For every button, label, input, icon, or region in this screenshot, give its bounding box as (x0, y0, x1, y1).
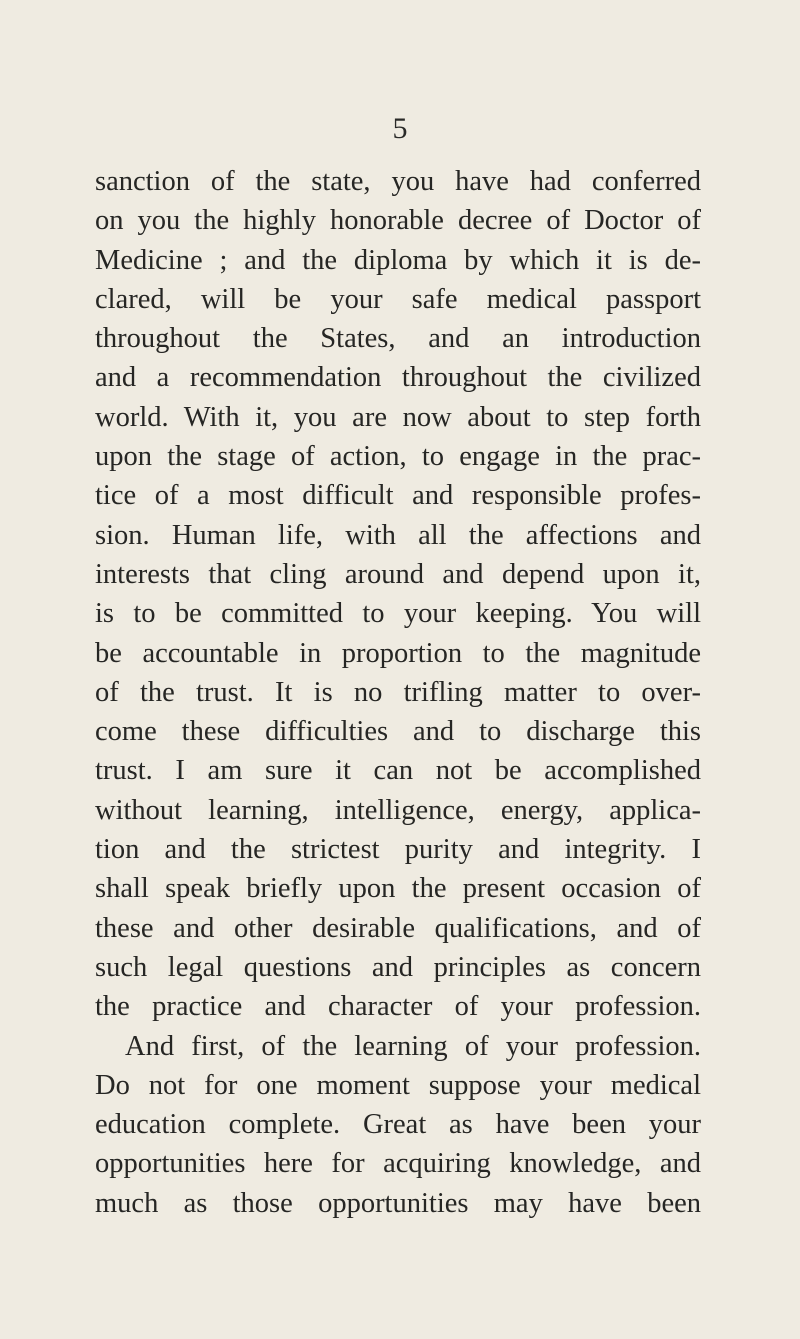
text-line: sanction of the state, you have had conferred (95, 166, 701, 197)
text-line: world. With it, you are now about to step forth (95, 401, 701, 433)
text-line: tion and the strictest purity and integrity. I (95, 834, 701, 866)
text-line: be accountable in proportion to the magnitude (95, 637, 701, 669)
text-line: these and other desirable qualifications, and of (95, 912, 701, 944)
text-line: on you the highly honorable decree of Doctor of (95, 205, 701, 237)
text-line: shall speak briefly upon the present occasion of (95, 873, 701, 905)
text-line: is to be committed to your keeping. You will (95, 598, 701, 630)
text-line: upon the stage of action, to engage in the prac- (95, 441, 701, 473)
text-line: sion. Human life, with all the affections and (95, 519, 701, 551)
text-line: opportunities here for acquiring knowledge, and (95, 1148, 701, 1180)
text-line: trust. I am sure it can not be accomplished (95, 755, 701, 787)
body-text (95, 162, 701, 1223)
text-line: Do not for one moment suppose your medical (95, 1069, 701, 1101)
text-line: throughout the States, and an introduction (95, 323, 701, 355)
text-line: the practice and character of your profession. (95, 991, 701, 1023)
text-line: such legal questions and principles as concern (95, 951, 701, 983)
text-line: and a recommendation throughout the civilized (95, 362, 701, 394)
text-line: education complete. Great as have been your (95, 1109, 701, 1141)
text-line: clared, will be your safe medical passport (95, 283, 701, 315)
text-line: And first, of the learning of your profession. (125, 1030, 701, 1062)
text-line: come these difficulties and to discharge this (95, 716, 701, 748)
text-line: Medicine ; and the diploma by which it is de- (95, 244, 701, 276)
text-line: much as those opportunities may have been (95, 1187, 701, 1219)
text-line: interests that cling around and depend upon it, (95, 558, 701, 590)
text-line: without learning, intelligence, energy, applica- (95, 794, 701, 826)
text-line: of the trust. It is no trifling matter to over- (95, 676, 701, 708)
text-line: tice of a most difficult and responsible profes- (95, 480, 701, 512)
page-number: 5 (392, 112, 408, 145)
